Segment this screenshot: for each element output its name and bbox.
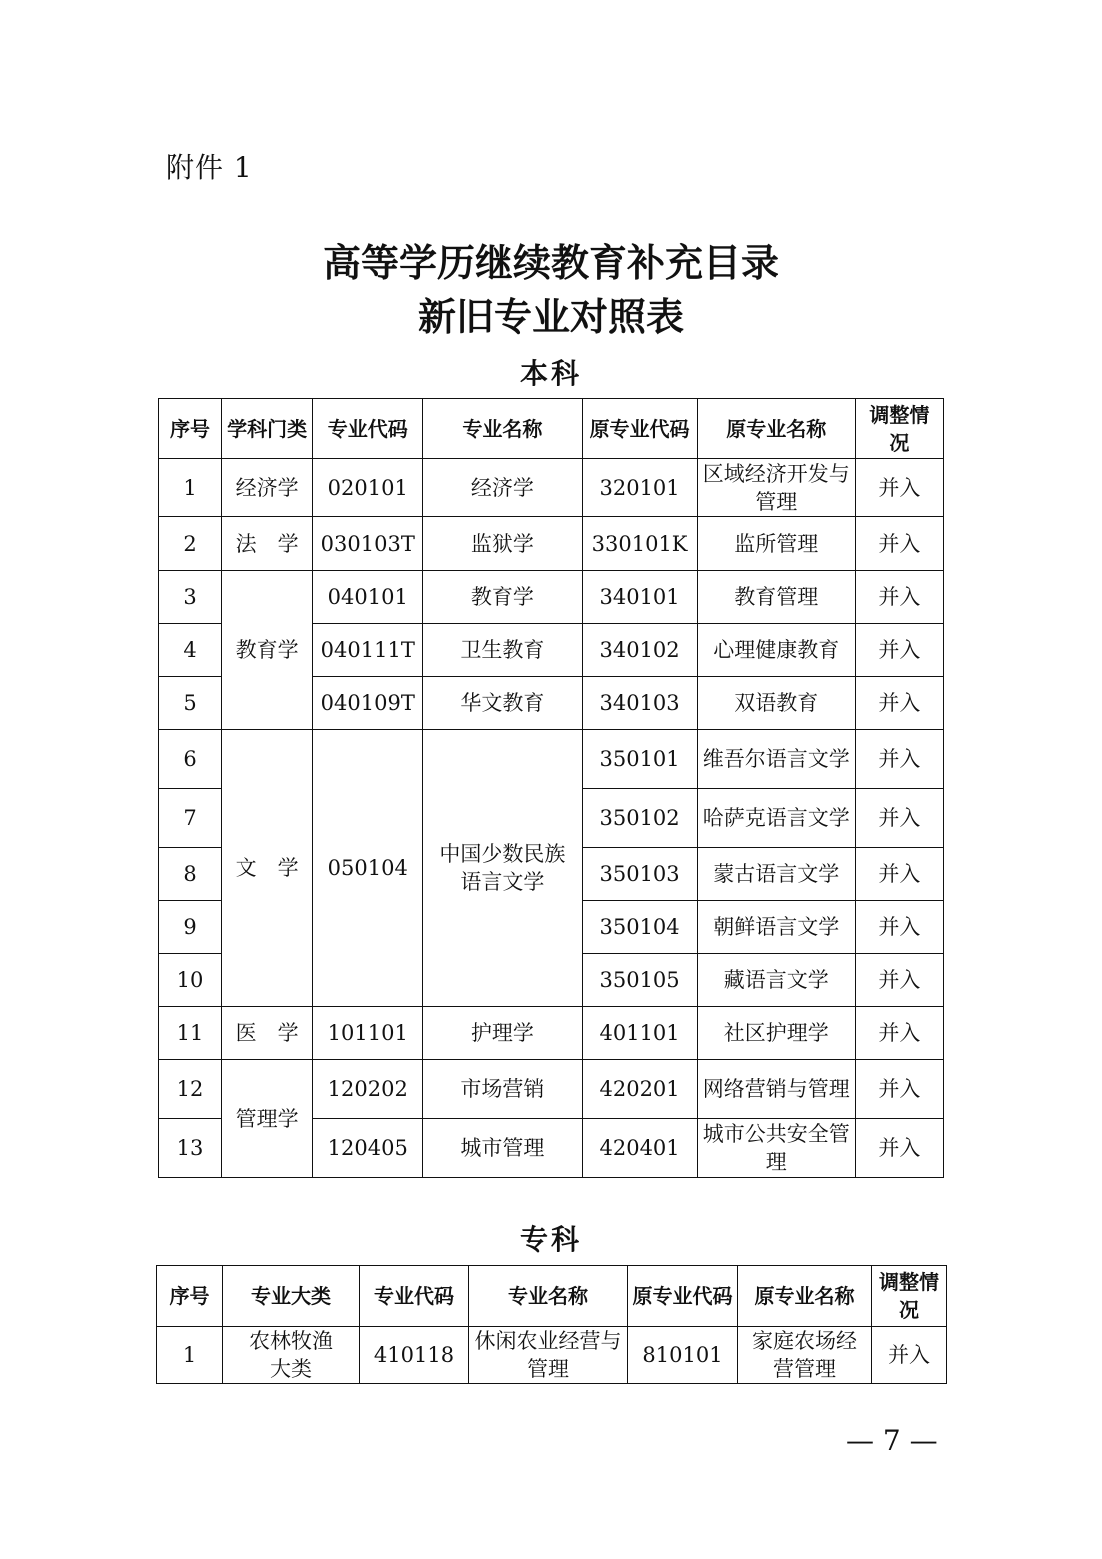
cell-category: 法 学: [222, 517, 313, 571]
cell-name: 护理学: [423, 1007, 582, 1060]
cell-code: 410118: [360, 1327, 469, 1384]
cell-orig-name: 社区护理学: [697, 1007, 855, 1060]
header-code: 专业代码: [360, 1266, 469, 1327]
header-category: 学科门类: [222, 399, 313, 459]
cell-status: 并入: [855, 459, 943, 517]
cell-status: 并入: [872, 1327, 947, 1384]
table-header-row: [159, 399, 944, 459]
header-no: 序号: [157, 1266, 223, 1327]
cell-orig-name: 藏语言文学: [697, 954, 855, 1007]
cell-status: 并入: [855, 1060, 943, 1119]
cell-no: 2: [159, 517, 222, 571]
attachment-label: 附件 1: [166, 151, 253, 184]
cell-status: 并入: [855, 789, 943, 848]
cell-orig-code: 401101: [582, 1007, 697, 1060]
cell-name: 监狱学: [423, 517, 582, 571]
cell-orig-name: 哈萨克语言文学: [697, 789, 855, 848]
table-row: [159, 517, 944, 571]
header-no: 序号: [159, 399, 222, 459]
cell-status: 并入: [855, 1007, 943, 1060]
document-title-line1: 高等学历继续教育补充目录: [322, 241, 779, 285]
cell-code: 040101: [313, 571, 423, 624]
undergrad-table: [158, 398, 944, 1178]
cell-name: 卫生教育: [423, 624, 582, 677]
table-row: [159, 730, 944, 789]
cell-no: 1: [159, 459, 222, 517]
header-orig-code: 原专业代码: [628, 1266, 738, 1327]
cell-status: 并入: [855, 901, 943, 954]
cell-orig-name: 心理健康教育: [697, 624, 855, 677]
header-orig-name: 原专业名称: [738, 1266, 872, 1327]
cell-status: 并入: [855, 954, 943, 1007]
cell-category: 教育学: [222, 571, 313, 730]
cell-status: 并入: [855, 517, 943, 571]
cell-no: 8: [159, 848, 222, 901]
cell-orig-code: 350105: [582, 954, 697, 1007]
cell-orig-code: 810101: [628, 1327, 738, 1384]
cell-code: 030103T: [313, 517, 423, 571]
cell-no: 10: [159, 954, 222, 1007]
cell-no: 6: [159, 730, 222, 789]
cell-orig-name: 蒙古语言文学: [697, 848, 855, 901]
cell-orig-name: 网络营销与管理: [697, 1060, 855, 1119]
cell-name: 休闲农业经营与管理: [469, 1327, 628, 1384]
cell-orig-code: 420401: [582, 1119, 697, 1178]
cell-code: 050104: [313, 730, 423, 1007]
cell-status: 并入: [855, 1119, 943, 1178]
cell-no: 11: [159, 1007, 222, 1060]
page-number: — 7 —: [846, 1424, 938, 1457]
header-name: 专业名称: [469, 1266, 628, 1327]
table-row: [159, 1007, 944, 1060]
cell-name: 教育学: [423, 571, 582, 624]
cell-orig-name: 朝鲜语言文学: [697, 901, 855, 954]
cell-orig-name: 教育管理: [697, 571, 855, 624]
header-code: 专业代码: [313, 399, 423, 459]
header-status: 调整情况: [872, 1266, 947, 1327]
table-row: [159, 459, 944, 517]
cell-orig-name: 家庭农场经营管理: [738, 1327, 872, 1384]
cell-category: 医 学: [222, 1007, 313, 1060]
cell-orig-code: 340103: [582, 677, 697, 730]
cell-orig-name: 监所管理: [697, 517, 855, 571]
table-row: [159, 1060, 944, 1119]
section-title-junior: 专科: [519, 1223, 582, 1256]
cell-code: 120202: [313, 1060, 423, 1119]
cell-orig-code: 350103: [582, 848, 697, 901]
cell-no: 13: [159, 1119, 222, 1178]
cell-orig-name: 维吾尔语言文学: [697, 730, 855, 789]
header-name: 专业名称: [423, 399, 582, 459]
cell-status: 并入: [855, 571, 943, 624]
cell-code: 040111T: [313, 624, 423, 677]
cell-orig-code: 320101: [582, 459, 697, 517]
table-row: [157, 1327, 947, 1384]
cell-name: 城市管理: [423, 1119, 582, 1178]
cell-category: 文 学: [222, 730, 313, 1007]
cell-orig-code: 340102: [582, 624, 697, 677]
cell-name: 市场营销: [423, 1060, 582, 1119]
header-status: 调整情况: [855, 399, 943, 459]
header-orig-name: 原专业名称: [697, 399, 855, 459]
cell-no: 5: [159, 677, 222, 730]
cell-code: 040109T: [313, 677, 423, 730]
cell-no: 4: [159, 624, 222, 677]
cell-orig-code: 350104: [582, 901, 697, 954]
cell-orig-name: 城市公共安全管理: [697, 1119, 855, 1178]
cell-no: 9: [159, 901, 222, 954]
cell-orig-code: 350102: [582, 789, 697, 848]
section-title-undergrad: 本科: [519, 357, 582, 390]
cell-orig-code: 330101K: [582, 517, 697, 571]
cell-status: 并入: [855, 730, 943, 789]
table-row: [159, 571, 944, 624]
cell-status: 并入: [855, 624, 943, 677]
cell-category: 经济学: [222, 459, 313, 517]
cell-orig-name: 双语教育: [697, 677, 855, 730]
table-header-row: [157, 1266, 947, 1327]
junior-table: [156, 1265, 947, 1384]
cell-category: 管理学: [222, 1060, 313, 1178]
cell-name: 中国少数民族语言文学: [423, 730, 582, 1007]
cell-status: 并入: [855, 848, 943, 901]
cell-orig-code: 340101: [582, 571, 697, 624]
cell-no: 12: [159, 1060, 222, 1119]
cell-name: 华文教育: [423, 677, 582, 730]
header-category: 专业大类: [223, 1266, 360, 1327]
cell-code: 020101: [313, 459, 423, 517]
cell-orig-code: 350101: [582, 730, 697, 789]
cell-status: 并入: [855, 677, 943, 730]
cell-orig-name: 区域经济开发与管理: [697, 459, 855, 517]
cell-category: 农林牧渔大类: [223, 1327, 360, 1384]
cell-no: 7: [159, 789, 222, 848]
document-title-line2: 新旧专业对照表: [417, 295, 684, 339]
cell-no: 3: [159, 571, 222, 624]
header-orig-code: 原专业代码: [582, 399, 697, 459]
cell-orig-code: 420201: [582, 1060, 697, 1119]
cell-code: 101101: [313, 1007, 423, 1060]
cell-name: 经济学: [423, 459, 582, 517]
cell-no: 1: [157, 1327, 223, 1384]
cell-code: 120405: [313, 1119, 423, 1178]
